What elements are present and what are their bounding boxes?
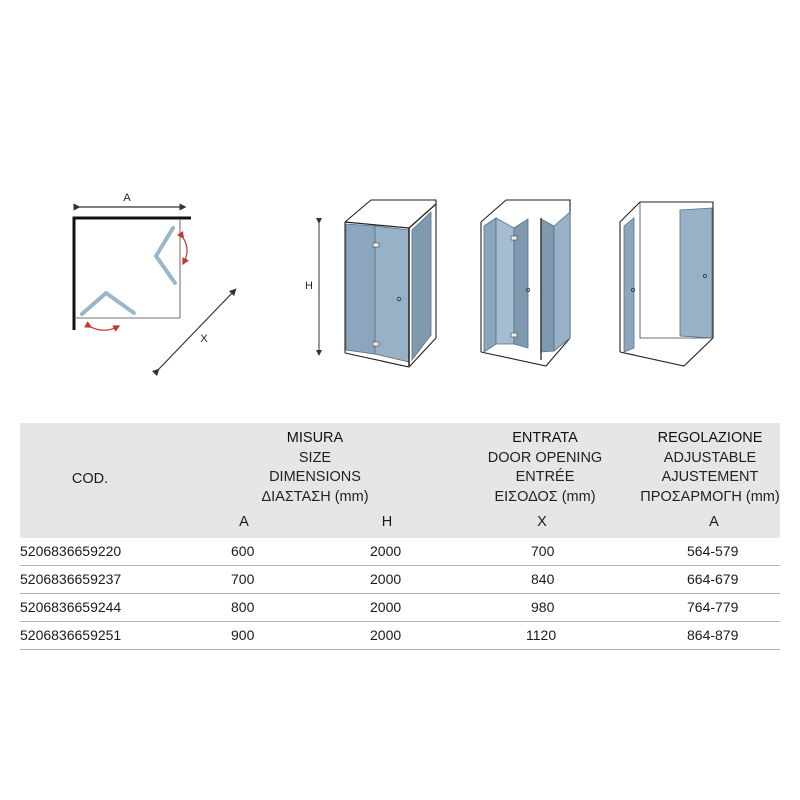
table-row bbox=[20, 594, 780, 622]
cod-cell: 5206836659251 bbox=[20, 627, 122, 643]
dimension-a-label: A bbox=[123, 192, 131, 204]
x-cell: 980 bbox=[531, 599, 555, 615]
enclosure-open-diagram bbox=[481, 200, 570, 366]
dimension-h-label: H bbox=[305, 280, 313, 292]
h-cell: 2000 bbox=[370, 543, 402, 559]
h-cell: 2000 bbox=[370, 627, 402, 643]
cod-cell: 5206836659220 bbox=[20, 543, 122, 559]
adjustable-cell: 664-679 bbox=[687, 571, 739, 587]
enclosure-closed-diagram bbox=[305, 200, 436, 367]
a-cell: 800 bbox=[231, 599, 255, 615]
a-cell: 900 bbox=[231, 627, 255, 643]
subheader-h: H bbox=[381, 514, 393, 530]
a-cell: 600 bbox=[231, 543, 255, 559]
regolazione-header bbox=[610, 429, 800, 507]
enclosure-panels-diagram bbox=[620, 202, 713, 366]
table-row bbox=[20, 622, 780, 650]
specification-table bbox=[20, 423, 780, 651]
adjustable-cell: 564-579 bbox=[687, 543, 739, 559]
regolazione-title: REGOLAZIONE bbox=[657, 430, 763, 446]
regolazione-greek: ΠΡΟΣΑΡΜΟΓΗ (mm) bbox=[640, 488, 780, 505]
cod-header bbox=[60, 470, 120, 490]
adjustable-cell: 764-779 bbox=[687, 599, 739, 615]
cod-cell: 5206836659237 bbox=[20, 571, 122, 587]
plan-view-diagram bbox=[74, 192, 234, 371]
x-cell: 700 bbox=[531, 543, 555, 559]
entrata-title: ENTRATA bbox=[512, 430, 578, 446]
subheader-x: X bbox=[537, 514, 547, 530]
entrata-entree: ENTRÉE bbox=[515, 469, 575, 485]
table-header bbox=[20, 423, 780, 538]
entrata-greek: ΕΙΣΟΔΟΣ (mm) bbox=[494, 488, 596, 505]
x-cell: 840 bbox=[531, 571, 555, 587]
subheader-a: A bbox=[239, 514, 249, 530]
h-cell: 2000 bbox=[370, 599, 402, 615]
misura-dimensions: DIMENSIONS bbox=[269, 469, 361, 485]
table-row bbox=[20, 566, 780, 594]
a-cell: 700 bbox=[231, 571, 255, 587]
regolazione-ajustement: AJUSTEMENT bbox=[661, 469, 759, 485]
cod-header-label: COD. bbox=[71, 471, 109, 487]
h-cell: 2000 bbox=[370, 571, 402, 587]
subheader-adjustable-a: A bbox=[709, 514, 719, 530]
cod-cell: 5206836659244 bbox=[20, 599, 122, 615]
dimension-x-label: X bbox=[200, 333, 208, 345]
table-row bbox=[20, 538, 780, 566]
entrata-door-opening: DOOR OPENING bbox=[487, 449, 603, 466]
regolazione-adjustable: ADJUSTABLE bbox=[663, 449, 757, 466]
misura-greek: ΔΙΑΣΤΑΣΗ (mm) bbox=[261, 488, 369, 505]
adjustable-cell: 864-879 bbox=[687, 627, 739, 643]
misura-header bbox=[215, 429, 415, 507]
x-cell: 1120 bbox=[526, 627, 557, 643]
misura-size: SIZE bbox=[298, 449, 332, 466]
misura-title: MISURA bbox=[286, 430, 344, 446]
